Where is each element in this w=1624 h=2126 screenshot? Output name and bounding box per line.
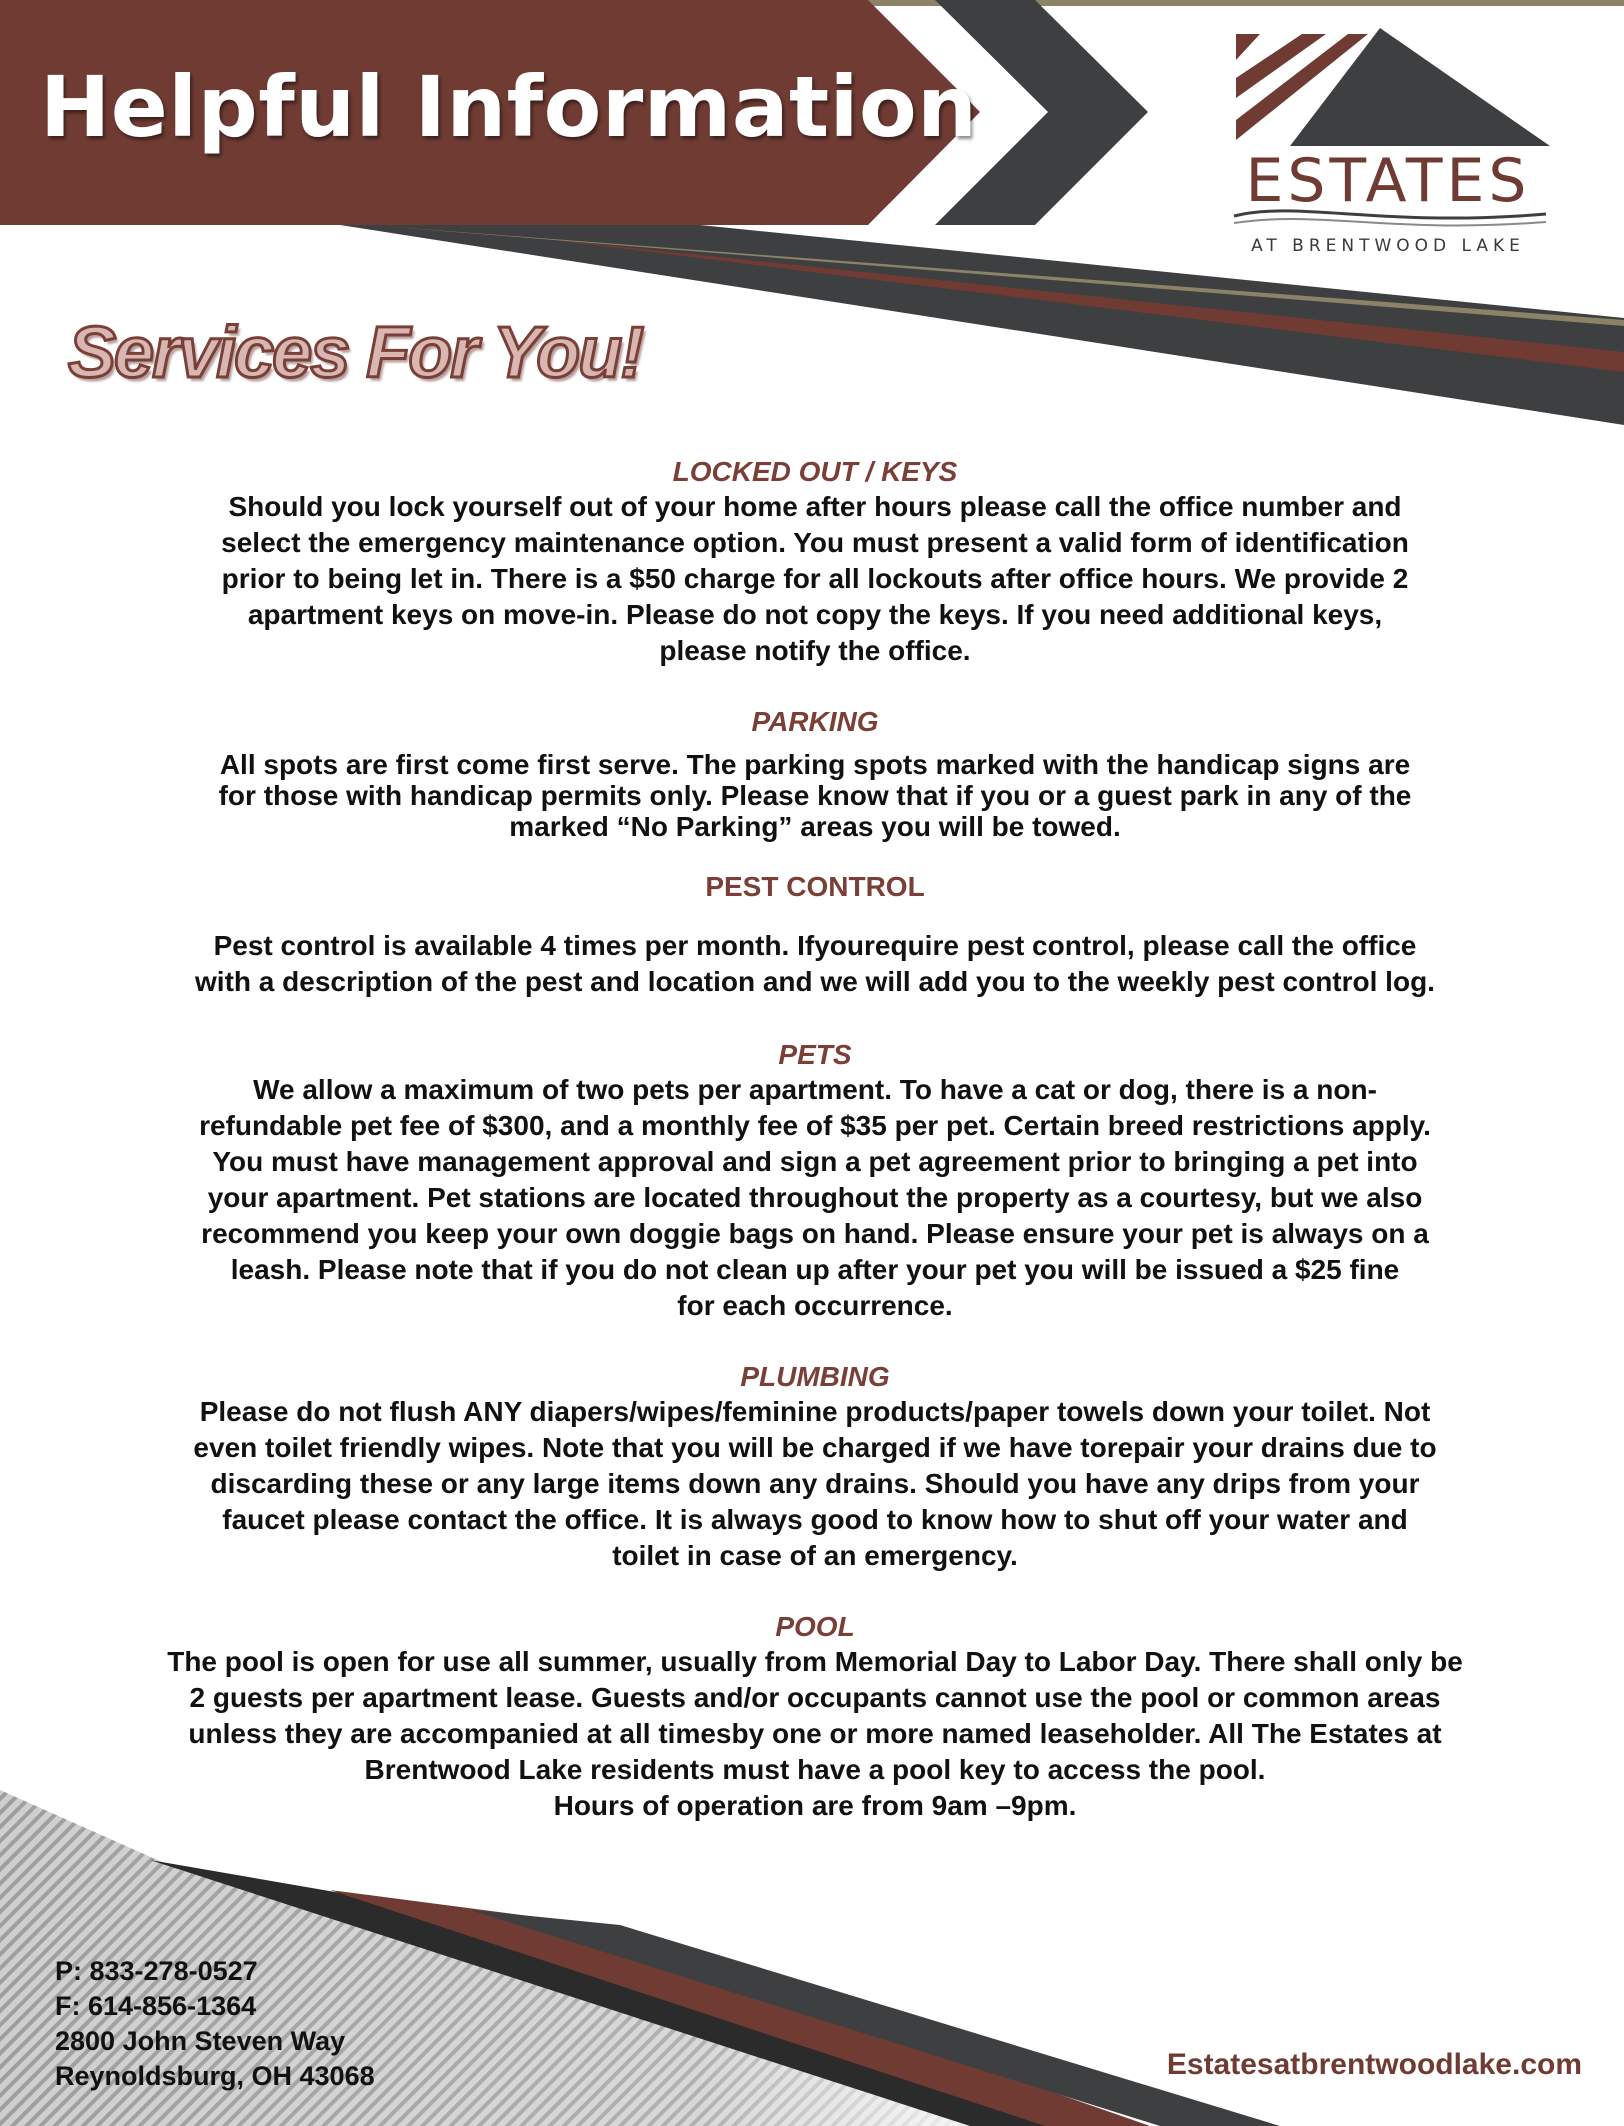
section-body	[80, 928, 1550, 1000]
section-body	[80, 1644, 1550, 1824]
section-pest-control	[80, 870, 1550, 1000]
services-sections	[80, 455, 1550, 1824]
estates-logo	[1230, 28, 1550, 258]
body-line: unless they are accompanied at all timesby one or more named leaseholder. All The Estates at	[188, 1718, 1442, 1749]
logo-tagline: AT BRENTWOOD LAKE	[1251, 236, 1525, 256]
body-line: Please do not flush ANY diapers/wipes/feminine products/paper towels down your toilet. Not	[199, 1396, 1431, 1427]
body-line: refundable pet fee of $300, and a monthly fee of $35 per pet. Certain breed restrictions apply.	[199, 1110, 1431, 1141]
body-line: 2 guests per apartment lease. Guests and/or occupants cannot use the pool or common areas	[189, 1682, 1441, 1713]
section-pool	[80, 1610, 1550, 1824]
logo-name: ESTATES	[1245, 146, 1531, 216]
section-plumbing	[80, 1360, 1550, 1574]
section-body	[80, 1394, 1550, 1574]
body-line: The pool is open for use all summer, usually from Memorial Day to Labor Day. There shall only be	[167, 1646, 1463, 1677]
body-line: even toilet friendly wipes. Note that you will be charged if we have torepair your drains due to	[193, 1432, 1437, 1463]
section-body	[80, 489, 1550, 669]
fax-number: F: 614-856-1364	[55, 1991, 257, 2021]
section-title: PLUMBING	[740, 1361, 890, 1392]
body-line: your apartment. Pet stations are located throughout the property as a courtesy, but we also	[207, 1182, 1423, 1213]
body-line: You must have management approval and sign a pet agreement prior to bringing a pet into	[212, 1146, 1418, 1177]
contact-info	[55, 1954, 375, 2094]
body-line: Pest control is available 4 times per month. Ifyourequire pest control, please call the office	[213, 930, 1417, 961]
section-title: PETS	[778, 1039, 852, 1070]
section-title: LOCKED OUT / KEYS	[672, 456, 958, 487]
services-heading: Services For You!	[68, 313, 643, 393]
body-line: prior to being let in. There is a $50 charge for all lockouts after office hours. We provide 2	[221, 563, 1409, 594]
body-line: Hours of operation are from 9am –9pm.	[553, 1790, 1077, 1821]
body-line: leash. Please note that if you do not clean up after your pet you will be issued a $25 fine	[230, 1254, 1400, 1285]
body-line: toilet in case of an emergency.	[612, 1540, 1018, 1571]
body-line: Should you lock yourself out of your home after hours please call the office number and	[228, 491, 1402, 522]
section-title: POOL	[775, 1611, 855, 1642]
page-title: Helpful Information	[40, 58, 978, 156]
body-line: recommend you keep your own doggie bags on hand. Please ensure your pet is always on a	[201, 1218, 1429, 1249]
body-line: discarding these or any large items down any drains. Should you have any drips from your	[210, 1468, 1420, 1499]
address-line-1: 2800 John Steven Way	[55, 2026, 346, 2056]
section-title: PARKING	[751, 706, 879, 737]
body-line: select the emergency maintenance option. You must present a valid form of identification	[221, 527, 1409, 558]
body-line: faucet please contact the office. It is always good to know how to shut off your water and	[222, 1504, 1408, 1535]
phone-number: P: 833-278-0527	[55, 1956, 258, 1986]
section-parking	[80, 705, 1550, 842]
section-pets	[80, 1038, 1550, 1324]
section-body	[80, 749, 1550, 842]
body-line: for those with handicap permits only. Please know that if you or a guest park in any of the	[218, 780, 1412, 811]
body-line: All spots are first come first serve. The parking spots marked with the handicap signs are	[219, 749, 1411, 780]
body-line: with a description of the pest and location and we will add you to the weekly pest control log.	[195, 966, 1435, 997]
body-line: apartment keys on move-in. Please do not copy the keys. If you need additional keys,	[247, 599, 1383, 630]
body-line: marked “No Parking” areas you will be towed.	[509, 811, 1121, 842]
body-line: We allow a maximum of two pets per apartment. To have a cat or dog, there is a non-	[253, 1074, 1377, 1105]
body-line: please notify the office.	[659, 635, 971, 666]
body-line: for each occurrence.	[677, 1290, 953, 1321]
body-line: Brentwood Lake residents must have a pool key to access the pool.	[364, 1754, 1266, 1785]
section-locked-out	[80, 455, 1550, 669]
section-body	[80, 1072, 1550, 1324]
section-title: PEST CONTROL	[705, 871, 925, 902]
address-line-2: Reynoldsburg, OH 43068	[55, 2061, 375, 2091]
website-link[interactable]: Estatesatbrentwoodlake.com	[1166, 2048, 1582, 2081]
